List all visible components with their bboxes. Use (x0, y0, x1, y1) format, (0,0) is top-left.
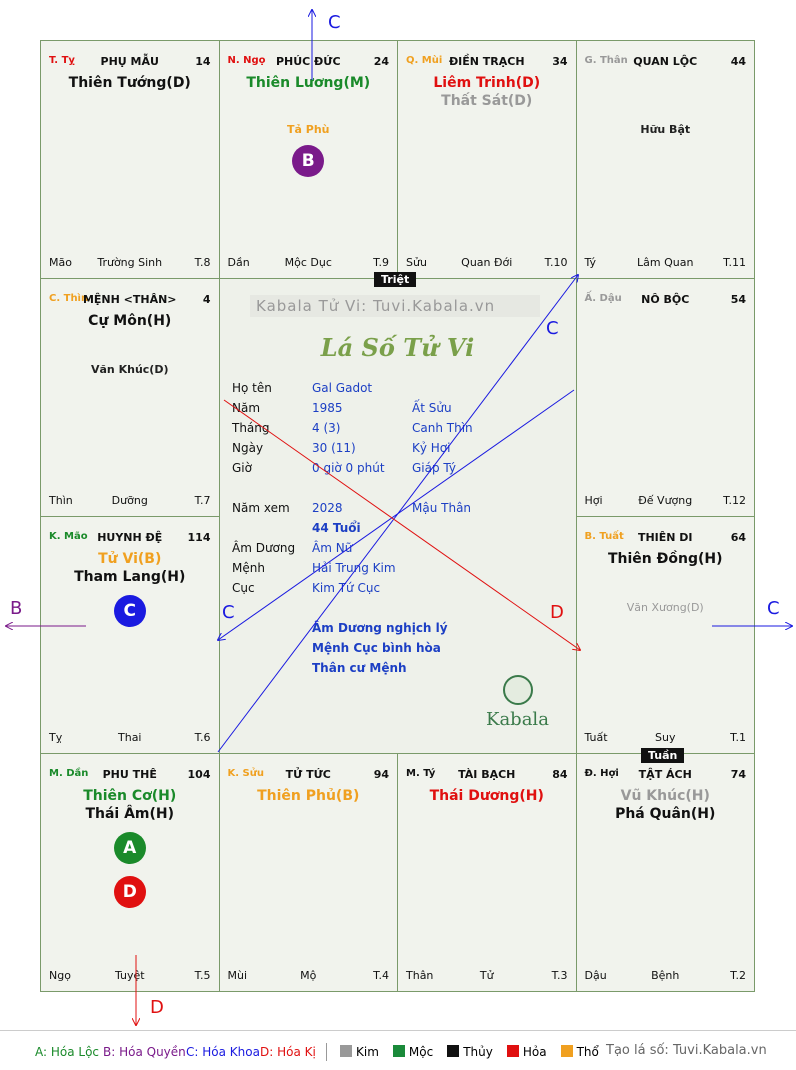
palace-branch: Dậu (584, 969, 607, 982)
palace-age: 104 (187, 768, 211, 782)
main-star: Thiên Cơ(H) (83, 788, 177, 805)
palace-term: T.12 (723, 493, 746, 507)
legend-element (507, 1045, 547, 1059)
palace-cycle: Mộc Dục (284, 255, 332, 269)
palace-branch: Thìn (49, 493, 73, 507)
main-star: Cự Môn(H) (88, 312, 172, 329)
info-note: Thân cư Mệnh (312, 661, 407, 675)
main-star: Liêm Trinh(D) (433, 75, 541, 91)
info-key: Năm xem (232, 501, 290, 515)
info-value: Hải Trung Kim (312, 561, 396, 575)
info-value-2: Ất Sửu (412, 401, 452, 415)
info-value: 2028 (312, 501, 343, 515)
palace-age: 84 (552, 768, 568, 782)
palace-branch: Mùi (227, 969, 248, 982)
palace-can: Ấ. Dậu (584, 292, 622, 304)
palace-branch: Ngọ (49, 969, 71, 982)
palace-cycle: Tuyệt (114, 969, 145, 982)
main-star: Tham Lang(H) (74, 568, 186, 585)
legend-hoa-loc: A: Hóa Lộc (35, 1045, 100, 1059)
info-value-2: Giáp Tý (412, 461, 456, 475)
minor-star: Văn Khúc(D) (91, 362, 169, 376)
palace-branch: Tý (584, 255, 597, 269)
palace-cycle: Lâm Quan (637, 255, 694, 269)
palace-term: T.4 (373, 969, 389, 982)
palace-name: PHÚC ĐỨC (275, 55, 341, 68)
palace-can: M. Dần (49, 768, 89, 780)
palace-name: ĐIỀN TRẠCH (448, 55, 525, 68)
palace-name: TỬ TỨC (285, 768, 331, 782)
palace-can: K. Sửu (227, 768, 264, 780)
palace-age: 64 (730, 530, 746, 544)
legend-hoa-ki: D: Hóa Kị (260, 1045, 316, 1059)
main-star: Thiên Phủ(B) (257, 788, 360, 805)
element-name: Thủy (463, 1045, 493, 1059)
main-star: Vũ Khúc(H) (620, 788, 710, 805)
swatch-icon (393, 1045, 405, 1057)
info-value: 1985 (312, 401, 343, 415)
palace-age: 14 (195, 55, 211, 68)
info-value-2: Canh Thìn (412, 421, 473, 435)
palace-term: T.11 (723, 255, 746, 269)
palace-name: NÔ BỘC (641, 292, 690, 306)
swatch-icon (447, 1045, 459, 1057)
palace-branch: Mão (49, 255, 72, 269)
palace-can: G. Thân (584, 55, 628, 66)
palace-name: HUYNH ĐỆ (97, 530, 163, 544)
element-name: Mộc (408, 1045, 434, 1059)
info-key: Tháng (232, 421, 270, 435)
palace-term: T.3 (551, 969, 568, 982)
main-star: Thiên Tướng(D) (68, 75, 191, 91)
palace-cycle: Thai (118, 731, 142, 745)
palace-cycle: Suy (655, 731, 676, 745)
element-name: Hỏa (522, 1045, 547, 1059)
palace-can: Đ. Hợi (584, 768, 619, 780)
hoa-marker-c: C (114, 595, 146, 627)
palace-cycle: Tử (479, 969, 494, 982)
element-name: Kim (356, 1045, 379, 1059)
palace-age: 4 (202, 292, 211, 306)
brand-name: Kabala (486, 709, 549, 730)
palace-can: Q. Mùi (406, 55, 443, 66)
arrow-label-bottom: D (150, 997, 164, 1018)
palace-term: T.1 (730, 731, 746, 745)
palace-term: T.10 (544, 255, 568, 269)
palace-name: PHU THÊ (102, 768, 157, 782)
main-star: Thái Dương(H) (429, 788, 544, 805)
legend (0, 1030, 796, 1070)
legend-element (447, 1045, 493, 1059)
arrow-label-c1: C (546, 318, 559, 339)
arrow-label-d: D (550, 602, 564, 623)
legend-element (340, 1045, 379, 1059)
palace-name: QUAN LỘC (633, 55, 698, 68)
palace-age: 24 (373, 55, 389, 68)
palace-cycle: Mộ (300, 969, 317, 982)
hoa-marker-a: A (114, 832, 146, 864)
palace-branch: Dần (227, 255, 250, 269)
minor-star: Tả Phù (287, 123, 330, 136)
info-value: 44 Tuổi (312, 521, 361, 535)
info-key: Ngày (232, 441, 264, 455)
hoa-marker-b: B (292, 145, 324, 177)
palace-cycle: Quan Đới (461, 255, 513, 269)
swatch-icon (340, 1045, 352, 1057)
palace-term: T.6 (194, 731, 211, 745)
palace-name: TẬT ÁCH (638, 768, 692, 782)
palace-cycle: Bệnh (651, 969, 680, 982)
info-value: Kim Tứ Cục (312, 581, 381, 595)
palace-branch: Hợi (584, 493, 603, 507)
palace-branch: Thân (406, 969, 434, 982)
info-value: Âm Nữ (312, 541, 353, 555)
info-value-2: Mậu Thân (412, 501, 472, 515)
info-value: 30 (11) (312, 441, 356, 455)
palace-can: B. Tuất (584, 530, 624, 542)
arrow-label-right: C (767, 598, 780, 619)
main-star: Thái Âm(H) (85, 806, 175, 823)
arrow-diag-c2 (218, 390, 574, 640)
info-key: Âm Dương (232, 541, 296, 555)
legend-element (561, 1045, 599, 1059)
palace-can: T. Tỵ (49, 55, 75, 66)
legend-credit[interactable]: Tạo lá số: Tuvi.Kabala.vn (606, 1043, 767, 1058)
legend-hoa-khoa: C: Hóa Khoa (186, 1045, 260, 1059)
arrow-label-c2: C (222, 602, 235, 623)
palace-cycle: Dưỡng (111, 493, 148, 507)
palace-term: T.2 (730, 969, 746, 982)
chart-title: Lá Số Tử Vi (320, 333, 475, 362)
arrow-diag-d (224, 400, 580, 650)
palace-age: 44 (730, 55, 746, 68)
palace-term: T.7 (194, 493, 211, 507)
main-star: Thiên Đồng(H) (607, 550, 723, 567)
palace-branch: Tuất (584, 731, 608, 745)
main-star: Thiên Lương(M) (246, 75, 371, 91)
palace-name: PHỤ MẪU (100, 55, 159, 68)
info-note: Âm Dương nghịch lý (312, 621, 448, 635)
palace-name: TÀI BẠCH (458, 768, 516, 782)
palace-cycle: Trường Sinh (97, 255, 163, 269)
legend-elements (340, 1045, 613, 1059)
palace-can: C. Thìn (49, 292, 89, 304)
palace-cycle: Đế Vượng (638, 493, 693, 507)
minor-star: Văn Xương(D) (626, 600, 704, 614)
arrow-label-left: B (10, 598, 23, 619)
info-value: 4 (3) (312, 421, 341, 435)
main-star: Tử Vi(B) (98, 550, 162, 567)
info-note: Mệnh Cục bình hòa (312, 641, 441, 655)
arrow-label-top: C (328, 12, 341, 33)
info-value: 0 giờ 0 phút (312, 461, 385, 475)
swatch-icon (507, 1045, 519, 1057)
main-star: Thất Sát(D) (441, 93, 533, 109)
info-key: Giờ (232, 461, 252, 475)
watermark: Kabala Tử Vi: Tuvi.Kabala.vn (250, 295, 540, 317)
tag-triet: Triệt (374, 272, 416, 287)
swatch-icon (561, 1045, 573, 1057)
palace-age: 114 (187, 530, 211, 544)
palace-name: THIÊN DI (637, 530, 693, 544)
element-name: Thổ (576, 1045, 599, 1059)
palace-age: 34 (552, 55, 568, 68)
minor-star: Hữu Bật (640, 123, 691, 136)
info-key: Cục (232, 581, 255, 595)
info-key: Năm (232, 401, 261, 415)
info-value-2: Kỷ Hợi (412, 441, 451, 455)
info-value: Gal Gadot (312, 381, 373, 395)
hoa-marker-d: D (114, 876, 146, 908)
palace-can: K. Mão (49, 530, 88, 542)
legend-divider (326, 1043, 327, 1061)
palace-age: 94 (373, 768, 389, 782)
palace-branch: Sửu (406, 255, 427, 269)
info-key: Mệnh (232, 561, 265, 575)
info-key: Họ tên (232, 381, 272, 395)
palace-name: MỆNH <THÂN> (82, 292, 177, 306)
tag-tuan: Tuần (641, 748, 684, 763)
palace-term: T.9 (373, 255, 389, 269)
palace-can: N. Ngọ (227, 55, 266, 66)
palace-age: 74 (730, 768, 746, 782)
palace-term: T.5 (194, 969, 211, 982)
palace-can: M. Tý (406, 768, 436, 780)
legend-element (393, 1045, 433, 1059)
palace-term: T.8 (194, 255, 211, 269)
palace-age: 54 (730, 292, 746, 306)
main-star: Phá Quân(H) (615, 806, 716, 823)
legend-hoa-quyen: B: Hóa Quyền (103, 1045, 186, 1059)
palace-branch: Tỵ (49, 731, 63, 745)
